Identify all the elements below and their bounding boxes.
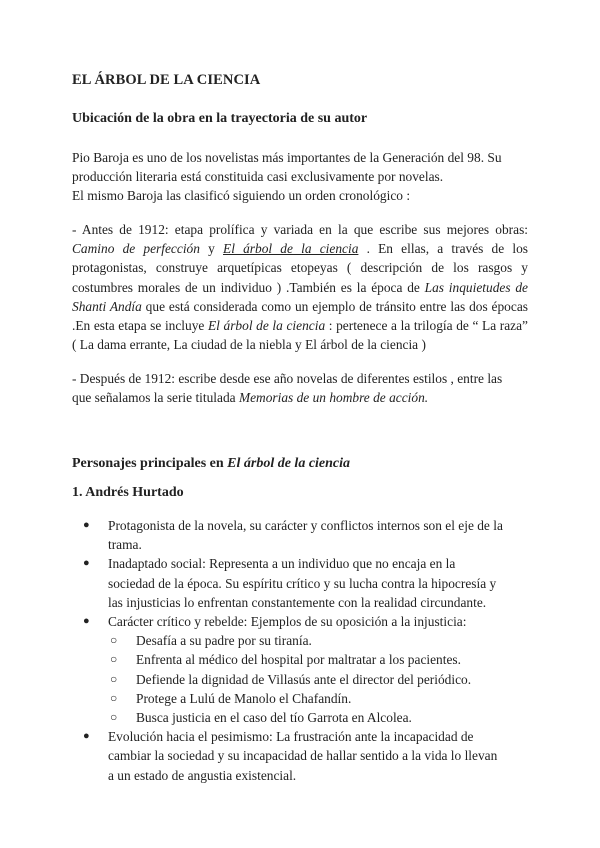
sub-list-item: ○ Enfrenta al médico del hospital por maltratar a los pacientes. <box>72 650 528 669</box>
intro-line: El mismo Baroja las clasificó siguiendo un orden cronológico : <box>72 188 411 204</box>
after-line: - Después de 1912: escribe desde ese año novelas de diferentes estilos , entre las <box>72 371 503 386</box>
list-item: ● Inadaptado social: Representa a un individuo que no encaja en la sociedad de la época. Su espíritu crítico y su lucha contra la hipocresía y las injusticias lo enfrentan constantemente con la realidad circundante. <box>72 554 528 612</box>
intro-line: producción literaria está constituida casi exclusivamente por novelas. <box>72 169 444 185</box>
section-heading-ubicacion: Ubicación de la obra en la trayectoria de su autor <box>72 111 368 126</box>
character-heading: 1. Andrés Hurtado <box>72 485 184 500</box>
work-camino-de-perfeccion: Camino de perfección <box>72 241 200 257</box>
before-text: : pertenece a la trilogía de “ La raza” ( La dama errante, La ciudad de la niebla y El árbol de la ciencia ) <box>72 318 529 353</box>
before-text: . En ellas, a través de los protagonistas, construye arquetípicas etopeyas ( descripción de los rasgos y costumbres morales de un individuo ) .También es la época de <box>72 241 529 295</box>
work-el-arbol-de-la-ciencia: El árbol de la ciencia <box>208 318 326 334</box>
sub-list-item: ○ Desafía a su padre por su tiranía. <box>72 631 528 650</box>
list-item: ● Carácter crítico y rebelde: Ejemplos de su oposición a la injusticia: <box>72 612 528 631</box>
document-title: EL ÁRBOL DE LA CIENCIA <box>72 72 261 88</box>
intro-paragraph <box>72 148 528 206</box>
sub-list-item: ○ Defiende la dignidad de Villasús ante el director del periódico. <box>72 670 528 689</box>
list-item: ● Protagonista de la novela, su carácter y conflictos internos son el eje de la trama. <box>72 516 528 554</box>
list-item: ● Evolución hacia el pesimismo: La frustración ante la incapacidad de cambiar la sociedad y su incapacidad de hallar sentido a la vida lo llevan a un estado de angustia existencial. <box>72 727 528 785</box>
intro-line: Pio Baroja es uno de los novelistas más importantes de la Generación del 98. Su <box>72 150 502 165</box>
section-heading-personajes <box>72 456 350 472</box>
work-memorias: Memorias de un hombre de acción. <box>238 390 429 406</box>
before-1912-paragraph <box>72 220 528 354</box>
work-el-arbol-de-la-ciencia-link[interactable]: El árbol de la ciencia <box>223 241 359 257</box>
before-text: que está considerada como un ejemplo de tránsito entre las dos épocas .En esta etapa se incluye <box>72 298 528 334</box>
after-line <box>72 388 528 407</box>
sub-list-item: ○ Busca justicia en el caso del tío Garrota en Alcolea. <box>72 708 528 727</box>
sub-list-item: ○ Protege a Lulú de Manolo el Chafandín. <box>72 689 528 708</box>
heading-prefix: Personajes principales en <box>72 456 228 471</box>
heading-work: El árbol de la ciencia <box>227 456 351 471</box>
work-las-inquietudes: Las inquietudes de Shanti Andía <box>72 279 528 314</box>
after-1912-paragraph <box>72 369 528 407</box>
conjunction: y <box>199 241 224 257</box>
after-line-prefix: que señalamos la serie titulada <box>72 390 239 406</box>
character-bullet-list <box>72 516 528 785</box>
before-prefix: - Antes de 1912: etapa prolífica y variada en la que escribe sus mejores obras: <box>72 222 528 237</box>
